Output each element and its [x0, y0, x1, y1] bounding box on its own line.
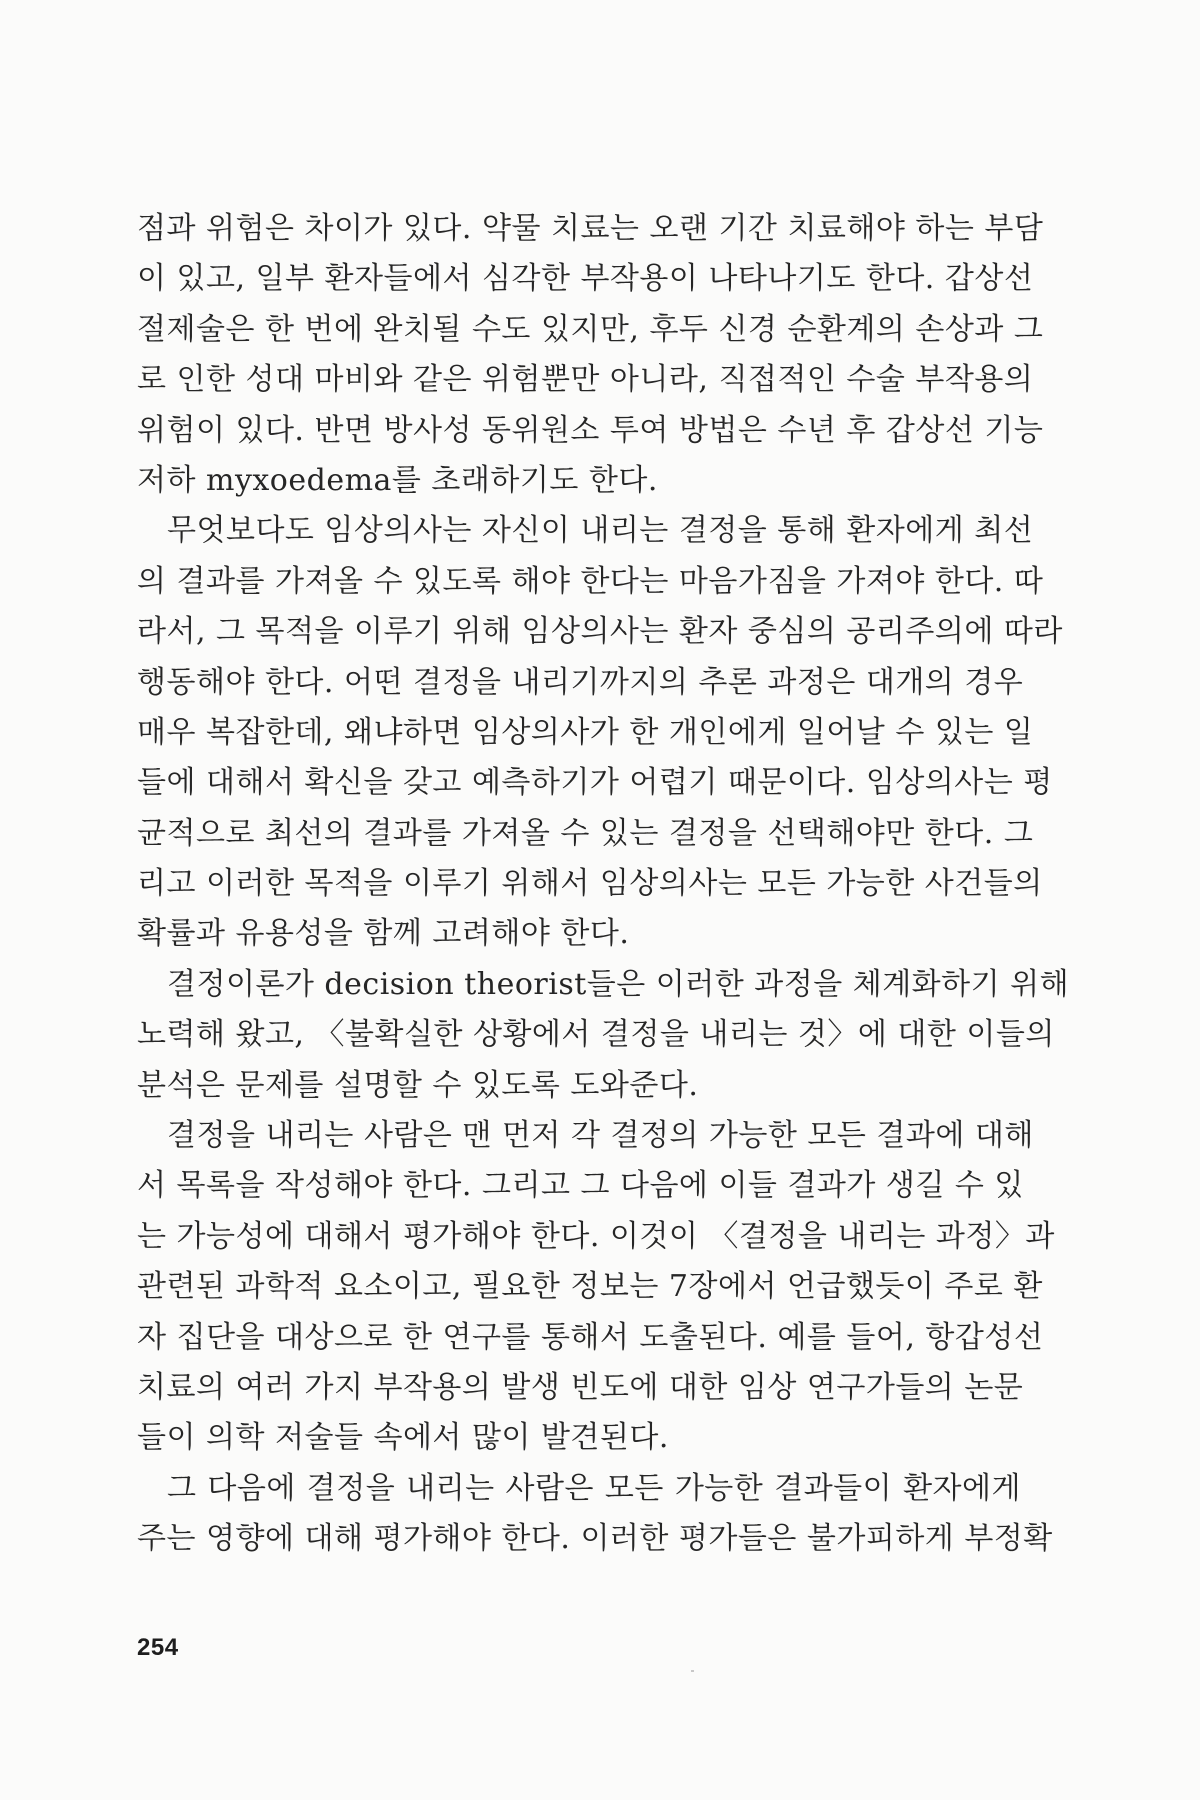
- text-line: 관련된 과학적 요소이고, 필요한 정보는 7장에서 언급했듯이 주로 환: [137, 1269, 1043, 1305]
- paragraph-first-line: 무엇보다도 임상의사는 자신이 내리는 결정을 통해 환자에게 최선: [167, 513, 1034, 549]
- page-number: 254: [137, 1634, 179, 1661]
- text-line: 균적으로 최선의 결과를 가져올 수 있는 결정을 선택해야만 한다. 그: [137, 815, 1034, 851]
- text-line: 자 집단을 대상으로 한 연구를 통해서 도출된다. 예를 들어, 항갑성선: [137, 1319, 1044, 1355]
- text-line: 점과 위험은 차이가 있다. 약물 치료는 오랜 기간 치료해야 하는 부담: [137, 211, 1044, 246]
- text-line: 분석은 문제를 설명할 수 있도록 도와준다.: [137, 1067, 699, 1103]
- text-line: 주는 영향에 대해 평가해야 한다. 이러한 평가들은 불가피하게 부정확: [137, 1521, 1053, 1557]
- text-line: 치료의 여러 가지 부작용의 발생 빈도에 대한 임상 연구가들의 논문: [137, 1369, 1024, 1405]
- text-line: 는 가능성에 대해서 평가해야 한다. 이것이 〈결정을 내리는 과정〉과: [137, 1218, 1055, 1254]
- paragraph-first-line: 그 다음에 결정을 내리는 사람은 모든 가능한 결과들이 환자에게: [167, 1470, 1021, 1506]
- text-line: 들이 의학 저술들 속에서 많이 발견된다.: [137, 1420, 669, 1456]
- scan-speck: [691, 1670, 694, 1672]
- text-line: 확률과 유용성을 함께 고려해야 한다.: [137, 916, 630, 952]
- paragraph-first-line: 결정을 내리는 사람은 맨 먼저 각 결정의 가능한 모든 결과에 대해: [167, 1118, 1034, 1154]
- text-line: 서 목록을 작성해야 한다. 그리고 그 다음에 이들 결과가 생길 수 있: [137, 1168, 1024, 1204]
- text-line: 행동해야 한다. 어떤 결정을 내리기까지의 추론 과정은 대개의 경우: [137, 664, 1024, 700]
- text-line: 라서, 그 목적을 이루기 위해 임상의사는 환자 중심의 공리주의에 따라: [137, 614, 1063, 650]
- text-line: 이 있고, 일부 환자들에서 심각한 부작용이 나타나기도 한다. 갑상선: [137, 261, 1034, 297]
- text-line: 위험이 있다. 반면 방사성 동위원소 투여 방법은 수년 후 갑상선 기능: [137, 412, 1044, 448]
- text-line: 노력해 왔고, 〈불확실한 상황에서 결정을 내리는 것〉에 대한 이들의: [137, 1017, 1055, 1053]
- text-line: 들에 대해서 확신을 갖고 예측하기가 어렵기 때문이다. 임상의사는 평: [137, 765, 1053, 801]
- text-line: 절제술은 한 번에 완치될 수도 있지만, 후두 신경 순환계의 손상과 그: [137, 311, 1044, 347]
- text-line: 매우 복잡한데, 왜냐하면 임상의사가 한 개인에게 일어날 수 있는 일: [137, 714, 1034, 750]
- text-line: 의 결과를 가져올 수 있도록 해야 한다는 마음가짐을 가져야 한다. 따: [137, 563, 1044, 599]
- paragraph-first-line: 결정이론가 decision theorist들은 이러한 과정을 체계화하기 위해: [167, 966, 1070, 1002]
- text-line: 로 인한 성대 마비와 같은 위험뿐만 아니라, 직접적인 수술 부작용의: [137, 362, 1034, 398]
- text-line: 리고 이러한 목적을 이루기 위해서 임상의사는 모든 가능한 사건들의: [137, 866, 1043, 902]
- text-line: 저하 myxoedema를 초래하기도 한다.: [137, 462, 658, 498]
- page-body: [137, 204, 1070, 1565]
